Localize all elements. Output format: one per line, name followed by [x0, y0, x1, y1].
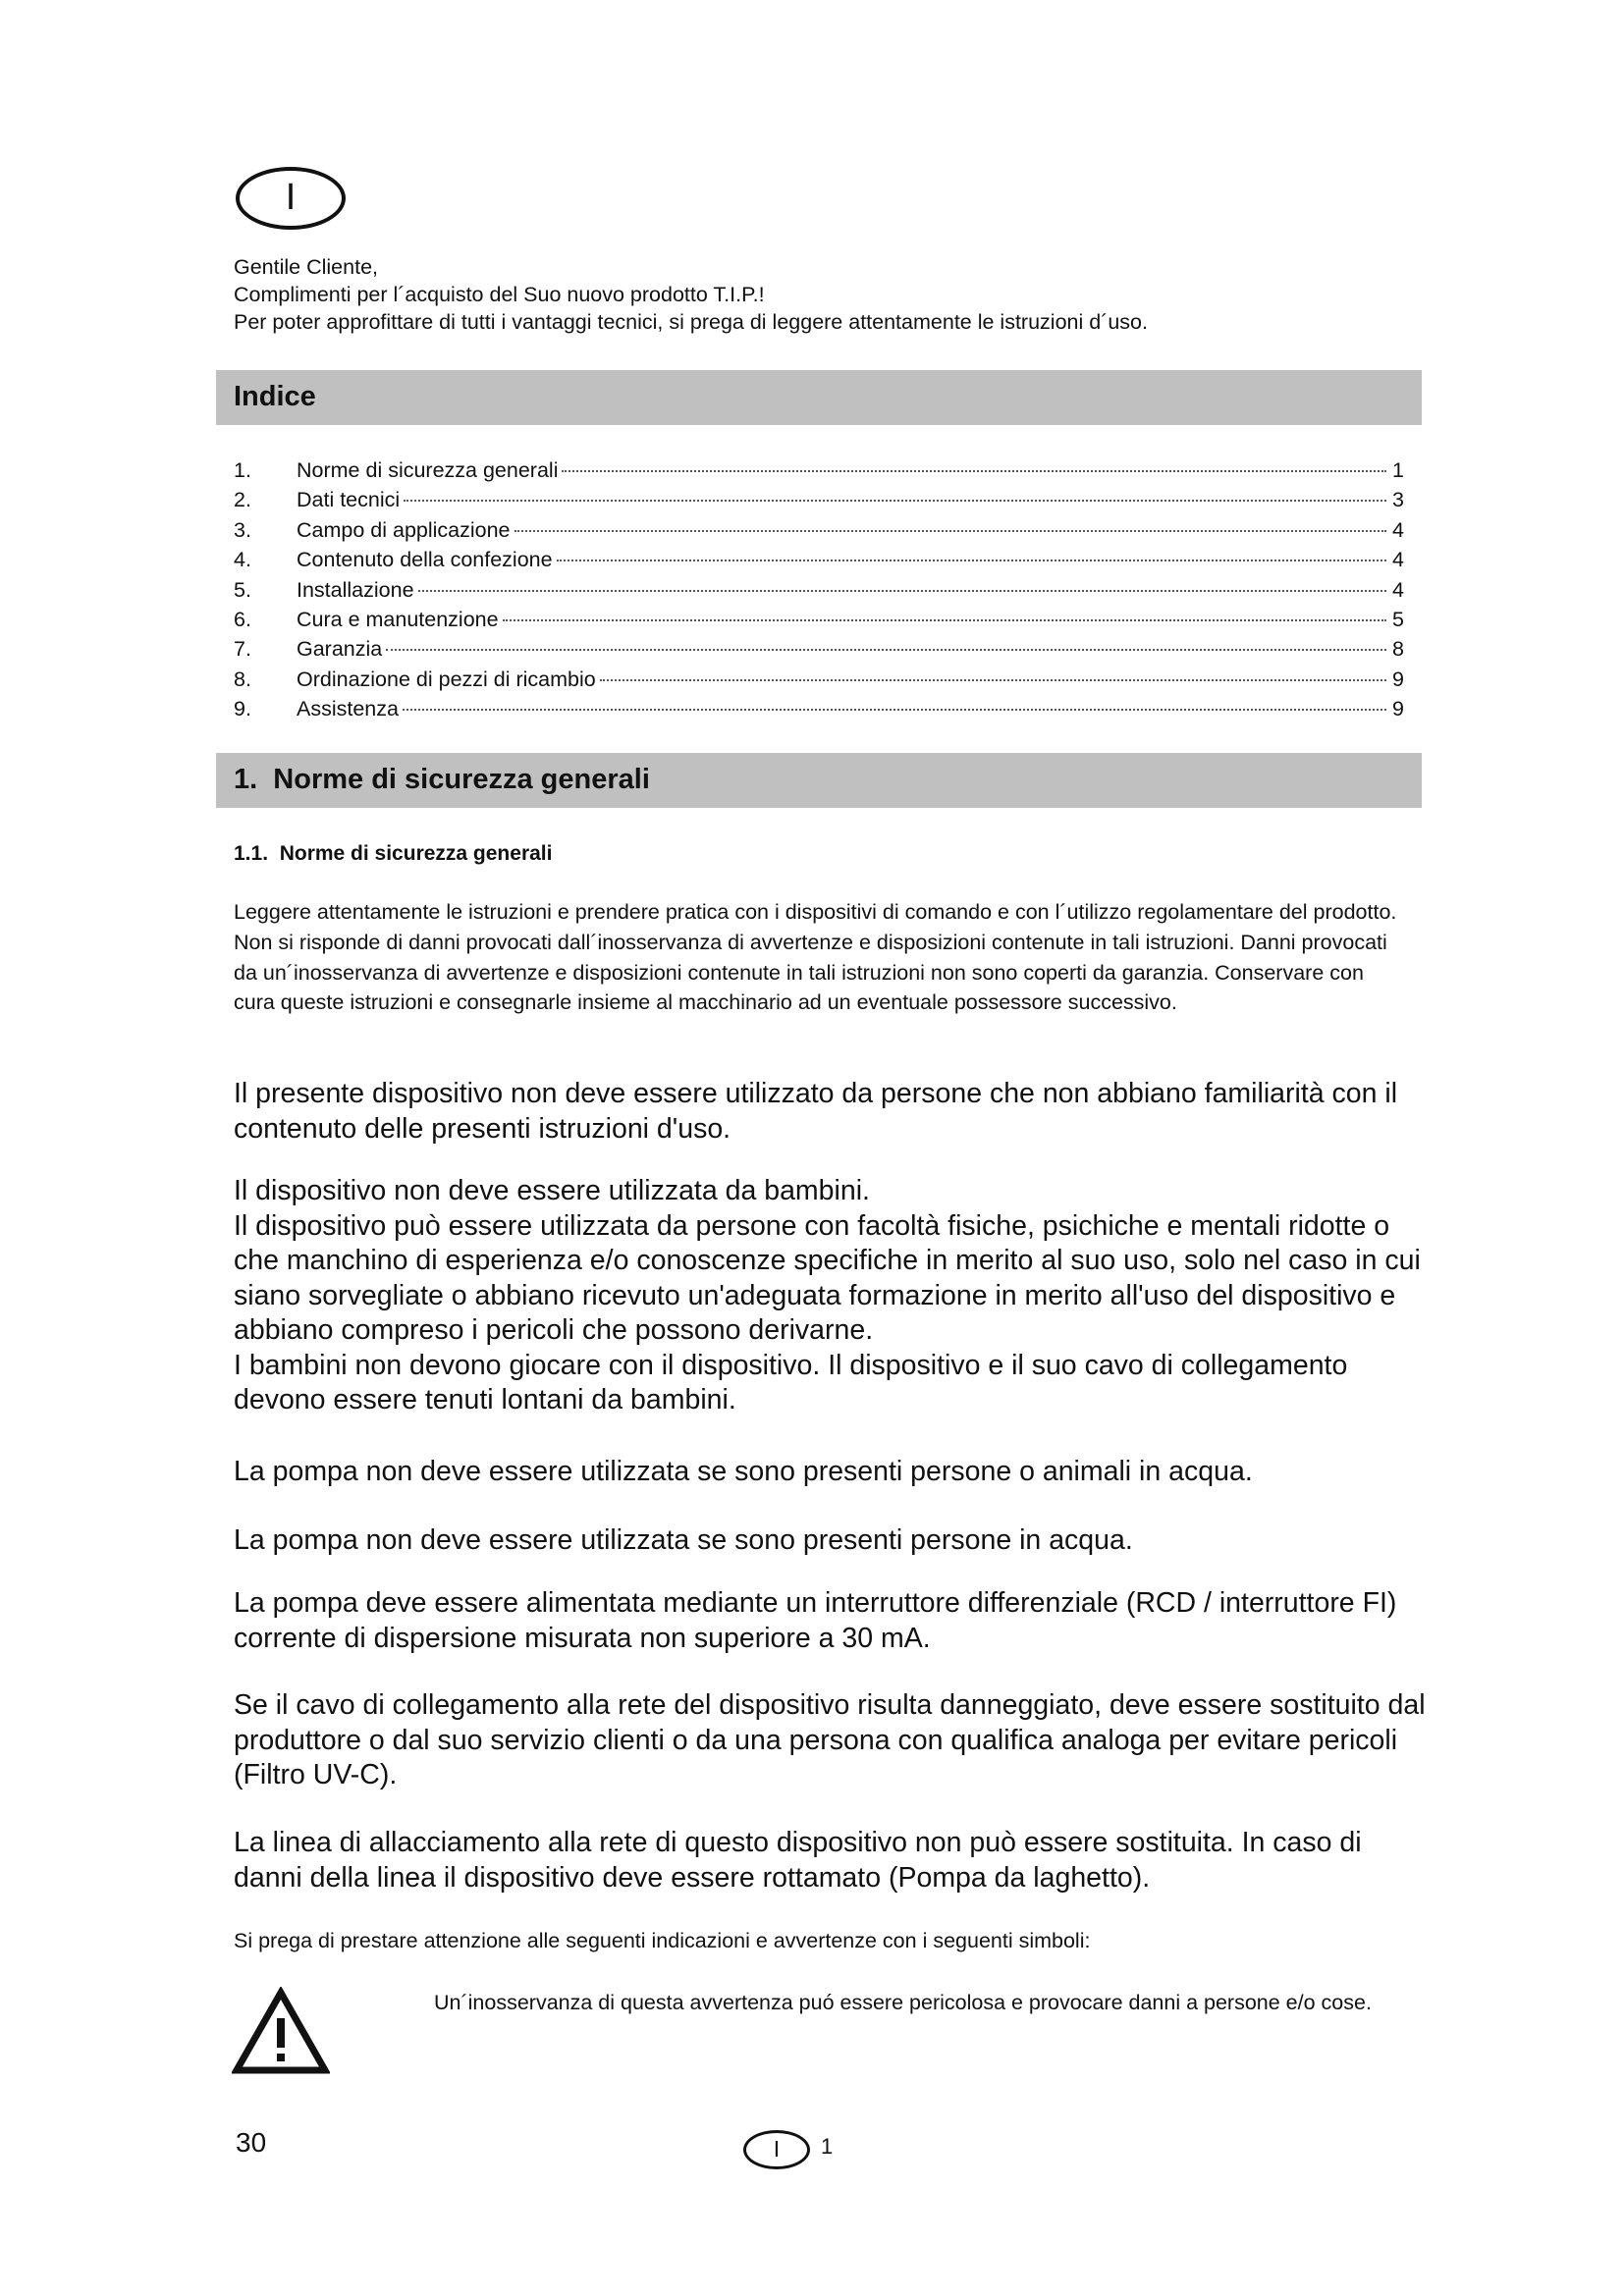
toc-item-title: Installazione — [297, 577, 414, 602]
toc-item-page: 9 — [1392, 697, 1404, 721]
toc-leader-dots — [418, 590, 1386, 592]
toc-item[interactable] — [234, 697, 1404, 726]
toc-item-page: 1 — [1392, 458, 1404, 482]
warning-text: Un´inosservanza di questa avvertenza puó essere pericolosa e provocare danni a persone e/o cose. — [434, 1991, 1372, 2014]
intro-congrats: Complimenti per l´acquisto del Suo nuovo prodotto T.I.P.! — [234, 283, 765, 306]
toc-item[interactable] — [234, 637, 1404, 667]
paragraph-cable-replacement: La linea di allacciamento alla rete di questo dispositivo non può essere sostituita. In caso di danni della linea il dispositivo deve essere rottamato (Pompa da laghetto). — [234, 1827, 1362, 1894]
toc-item[interactable] — [234, 488, 1404, 517]
toc-item-page: 3 — [1392, 488, 1404, 512]
toc-item[interactable] — [234, 608, 1404, 637]
toc-item-title: Cura e manutenzione — [297, 607, 499, 631]
toc-item-number: 7. — [234, 637, 251, 662]
subsection-heading: 1.1. Norme di sicurezza generali — [234, 842, 553, 865]
paragraph-pump-animals: La pompa non deve essere utilizzata se sono presenti persone o animali in acqua. — [234, 1456, 1253, 1487]
toc-item[interactable] — [234, 578, 1404, 608]
paragraph-rcd: La pompa deve essere alimentata mediante un interruttore differenziale (RCD / interruttore FI) corrente di dispersione misurata non superiore a 30 mA. — [234, 1587, 1397, 1654]
toc-item-number: 6. — [234, 607, 251, 631]
table-of-contents — [234, 458, 1404, 727]
footer-language-badge — [743, 2130, 810, 2169]
toc-leader-dots — [557, 560, 1386, 561]
toc-item[interactable] — [234, 548, 1404, 577]
toc-item-number: 2. — [234, 488, 251, 512]
toc-leader-dots — [404, 500, 1386, 502]
toc-item-title: Ordinazione di pezzi di ricambio — [297, 667, 596, 691]
paragraph-cable-damage: Se il cavo di collegamento alla rete del dispositivo risulta danneggiato, deve essere sostituito dal produttore o dal suo servizio clienti o da una persona con qualifica analoga per evitare pericoli (Filtro UV-C). — [234, 1689, 1426, 1790]
toc-leader-dots — [600, 679, 1386, 681]
paragraph-instructions: Leggere attentamente le istruzioni e prendere pratica con i dispositivi di comando e con l´utilizzo regolamentare del prodotto. Non si risponde di danni provocati dall´inosservanza di avvertenze e disposizioni contenute in tali istruzioni. Danni provocati da un´inosservanza di avvertenze e disposizioni contenute in tali istruzioni non sono coperti da garanzia. Conservare con cura queste istruzioni e consegnarle insieme al macchinario ad un eventuale possessore successivo. — [234, 900, 1397, 1015]
toc-item-number: 1. — [234, 458, 251, 482]
intro-block — [234, 253, 1432, 336]
toc-item-page: 4 — [1392, 517, 1404, 542]
toc-item-number: 8. — [234, 667, 251, 691]
toc-item-title: Contenuto della confezione — [297, 548, 553, 572]
toc-leader-dots — [403, 709, 1386, 711]
toc-item-page: 4 — [1392, 548, 1404, 572]
footer-badge-letter: I — [773, 2136, 781, 2162]
toc-item-number: 9. — [234, 697, 251, 721]
toc-leader-dots — [514, 530, 1386, 532]
toc-item-title: Dati tecnici — [297, 488, 401, 512]
toc-leader-dots — [386, 649, 1386, 651]
toc-leader-dots — [562, 470, 1386, 472]
toc-item-title: Garanzia — [297, 637, 383, 662]
paragraph-children: Il dispositivo non deve essere utilizzata da bambini. Il dispositivo può essere utilizzata da persone con facoltà fisiche, psichiche e mentali ridotte o che manchino di esperienza e/o conoscenze specifiche in merito al suo uso, solo nel caso in cui siano sorvegliate o abbiano ricevuto un'adeguata formazione in merito all'uso del dispositivo e abbiano compreso i pericoli che possono derivarne. I bambini non devono giocare con il dispositivo. Il dispositivo e il suo cavo di collegamento devono essere tenuti lontani da bambini. — [234, 1175, 1421, 1415]
paragraph-familiarity: Il presente dispositivo non deve essere utilizzato da persone che non abbiano familiarità con il contenuto delle presenti istruzioni d'uso. — [234, 1078, 1398, 1145]
language-badge-letter: I — [285, 177, 297, 218]
toc-heading: Indice — [234, 381, 316, 412]
toc-item-number: 4. — [234, 548, 251, 572]
toc-item-page: 5 — [1392, 607, 1404, 631]
page-number: 30 — [236, 2127, 267, 2158]
toc-item[interactable] — [234, 667, 1404, 697]
toc-item-page: 9 — [1392, 667, 1404, 691]
paragraph-pump-persons: La pompa non deve essere utilizzata se sono presenti persone in acqua. — [234, 1524, 1133, 1556]
toc-item-title: Assistenza — [297, 697, 399, 721]
footer-local-page: 1 — [821, 2134, 834, 2159]
toc-item-number: 3. — [234, 517, 251, 542]
toc-item-page: 8 — [1392, 637, 1404, 662]
paragraph-symbols-intro: Si prega di prestare attenzione alle seguenti indicazioni e avvertenze con i seguenti simboli: — [234, 1929, 1091, 1952]
intro-greeting: Gentile Cliente, — [234, 255, 378, 279]
intro-request: Per poter approfittare di tutti i vantaggi tecnici, si prega di leggere attentamente le istruzioni d´uso. — [234, 310, 1148, 334]
toc-item[interactable] — [234, 518, 1404, 548]
section1-heading-band — [216, 753, 1422, 808]
language-badge — [236, 167, 346, 230]
section1-heading: 1. Norme di sicurezza generali — [234, 764, 650, 795]
toc-item-title: Campo di applicazione — [297, 517, 511, 542]
toc-leader-dots — [503, 619, 1386, 621]
warning-triangle-icon — [232, 1987, 330, 2075]
toc-item-page: 4 — [1392, 577, 1404, 602]
toc-item-title: Norme di sicurezza generali — [297, 458, 559, 482]
toc-heading-band — [216, 370, 1422, 425]
toc-item-number: 5. — [234, 577, 251, 602]
toc-item[interactable] — [234, 458, 1404, 488]
